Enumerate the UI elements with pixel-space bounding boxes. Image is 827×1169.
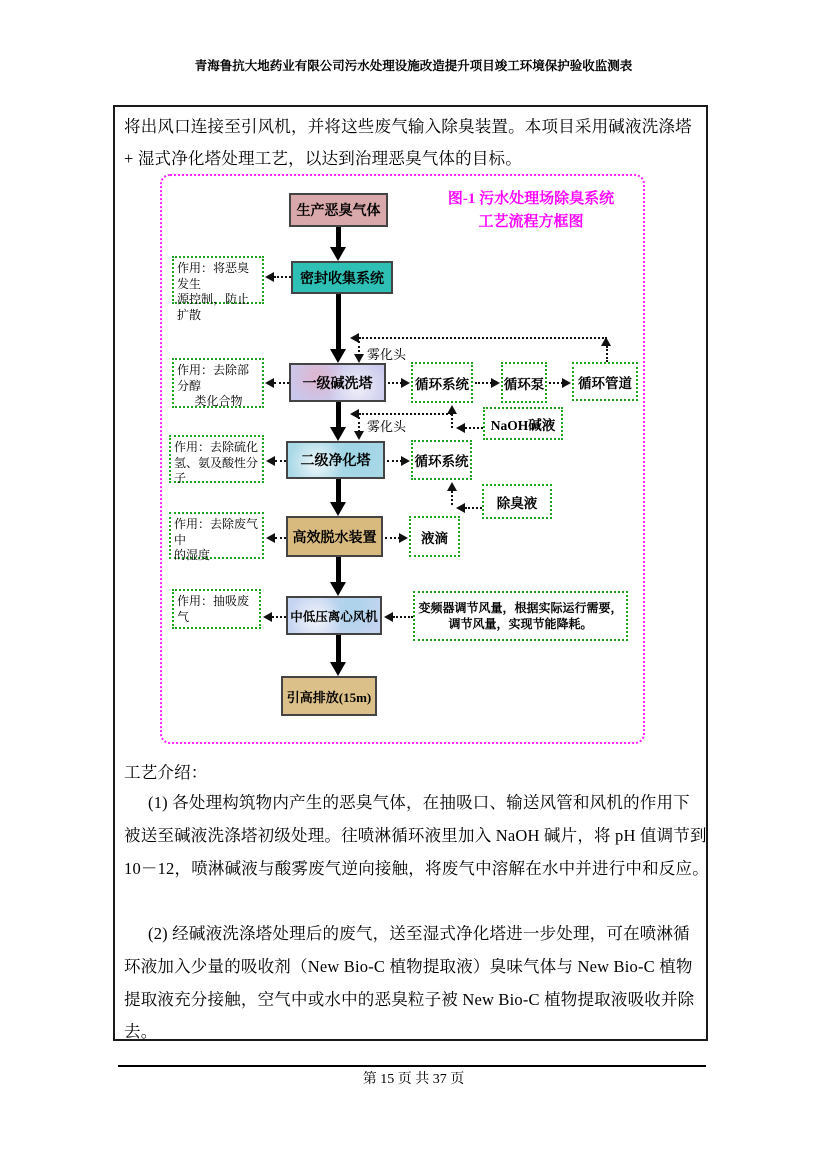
flow-arrow-shaft bbox=[336, 479, 341, 503]
connector-line bbox=[359, 337, 607, 339]
para1-line-3: 10－12，喷淋碱液与酸雾废气逆向接触，将废气中溶解在水中并进行中和反应。 bbox=[124, 859, 709, 878]
connector-line bbox=[549, 382, 563, 384]
inverter-note-line1: 变频器调节风量，根据实际运行需要， bbox=[418, 601, 623, 615]
node-purify-tower: 二级净化塔 bbox=[286, 441, 385, 479]
node-centrifugal-fan: 中低压离心风机 bbox=[286, 596, 382, 635]
node-odor-source: 生产恶臭气体 bbox=[289, 193, 388, 227]
inverter-note-line2: 调节风量，实现节能降耗。 bbox=[448, 617, 593, 631]
connector-line bbox=[274, 382, 289, 384]
function-note-1 bbox=[172, 256, 264, 322]
connector-arrowhead-left bbox=[265, 272, 274, 282]
connector-line bbox=[272, 616, 286, 618]
intro-line-1: 将出风口连接至引风机，并将这些废气输入除臭装置。本项目采用碱液洗涤塔 bbox=[124, 117, 692, 136]
diagram-title bbox=[417, 188, 645, 234]
connector-arrowhead-right bbox=[401, 456, 410, 466]
connector-line bbox=[387, 460, 402, 462]
spray-head-label-1: 雾化头 bbox=[367, 347, 407, 362]
connector-line bbox=[385, 537, 400, 539]
footer-divider bbox=[118, 1065, 706, 1067]
connector-line bbox=[388, 382, 402, 384]
connector-line bbox=[465, 507, 482, 509]
para2-line-4: 去。 bbox=[124, 1022, 158, 1041]
para2-line-3: 提取液充分接触，空气中或水中的恶臭粒子被 New Bio-C 植物提取液吸收并除 bbox=[124, 990, 695, 1009]
flow-arrow-head bbox=[330, 502, 346, 516]
box-liquid-drops: 液滴 bbox=[409, 516, 460, 557]
flow-arrow-head bbox=[330, 349, 346, 363]
connector-line bbox=[274, 276, 291, 278]
note-line: 源控制，防止扩散 bbox=[177, 292, 250, 322]
flow-diagram bbox=[160, 174, 645, 744]
flow-arrow-shaft bbox=[336, 402, 341, 428]
connector-arrowhead-left bbox=[263, 612, 272, 622]
connector-line bbox=[393, 616, 413, 618]
connector-line bbox=[451, 414, 453, 428]
function-note-3 bbox=[169, 435, 264, 483]
box-circulation-pipe: 循环管道 bbox=[572, 362, 638, 401]
diagram-title-line1: 图-1 污水处理场除臭系统 bbox=[447, 191, 615, 207]
note-line: 作用：去除部分醇 bbox=[177, 363, 250, 393]
flow-arrow-shaft bbox=[336, 635, 341, 663]
flow-arrow-head bbox=[330, 247, 346, 261]
flow-arrow-head bbox=[330, 427, 346, 441]
connector-line bbox=[275, 460, 286, 462]
box-circulation-system-2: 循环系统 bbox=[411, 440, 472, 480]
page-number: 第 15 页 共 37 页 bbox=[362, 1072, 465, 1087]
function-note-4 bbox=[169, 512, 264, 562]
connector-arrowhead-right bbox=[401, 378, 410, 388]
node-sealed-collection: 密封收集系统 bbox=[291, 261, 393, 294]
connector-line bbox=[451, 491, 453, 505]
connector-line bbox=[475, 382, 492, 384]
connector-arrowhead-left bbox=[456, 423, 465, 433]
box-circulation-system-1: 循环系统 bbox=[411, 362, 473, 403]
document-header-title: 青海鲁抗大地药业有限公司污水处理设施改造提升项目竣工环境保护验收监测表 bbox=[194, 59, 633, 73]
connector-line bbox=[606, 346, 608, 362]
para1-line-2: 被送至碱液洗涤塔初级处理。往喷淋循环液里加入 NaOH 碱片，将 pH 值调节到 bbox=[124, 826, 707, 845]
connector-arrowhead-left bbox=[265, 378, 274, 388]
note-line: 的湿度 bbox=[174, 548, 211, 562]
content-cell bbox=[113, 105, 708, 1041]
para2-line-1: (2) 经碱液洗涤塔处理后的废气，送至湿式净化塔进一步处理，可在喷淋循 bbox=[148, 924, 690, 943]
diagram-title-line2: 工艺流程方框图 bbox=[478, 214, 584, 230]
connector-arrowhead-up bbox=[447, 482, 457, 491]
flow-arrow-shaft bbox=[336, 227, 341, 248]
para1-line-1: (1) 各处理构筑物内产生的恶臭气体，在抽吸口、输送风管和风机的作用下 bbox=[148, 793, 690, 812]
connector-arrowhead-right bbox=[399, 533, 408, 543]
connector-arrowhead-left bbox=[266, 456, 275, 466]
connector-line bbox=[275, 537, 286, 539]
connector-arrowhead-right bbox=[491, 378, 500, 388]
box-inverter-note bbox=[413, 591, 628, 641]
flow-arrow-head bbox=[330, 582, 346, 596]
connector-arrowhead-left bbox=[266, 533, 275, 543]
connector-arrowhead-left bbox=[456, 503, 465, 513]
box-naoh-lye: NaOH碱液 bbox=[483, 407, 563, 440]
note-line: 作用：去除废气中 bbox=[174, 517, 259, 547]
node-alkali-wash-tower: 一级碱洗塔 bbox=[289, 363, 386, 402]
flow-arrow-shaft bbox=[336, 294, 341, 350]
connector-line bbox=[465, 427, 483, 429]
note-line: 作用：抽吸废气 bbox=[177, 594, 250, 624]
connector-arrowhead-down bbox=[354, 431, 364, 440]
spray-head-label-2: 雾化头 bbox=[367, 419, 407, 434]
connector-line bbox=[359, 413, 452, 415]
box-circulation-pump: 循环泵 bbox=[501, 362, 547, 403]
note-line: 作用：去除硫化 bbox=[174, 440, 259, 454]
note-line: 类化合物 bbox=[194, 394, 243, 408]
connector-arrowhead-down bbox=[354, 354, 364, 363]
node-dewater-device: 高效脱水装置 bbox=[286, 516, 383, 557]
para2-line-2: 环液加入少量的吸收剂（New Bio-C 植物提取液）臭味气体与 New Bio-C 植物 bbox=[124, 957, 693, 976]
flow-arrow-head bbox=[330, 662, 346, 676]
box-deodorant-liquid: 除臭液 bbox=[482, 484, 552, 519]
connector-arrowhead-right bbox=[562, 378, 571, 388]
function-note-5 bbox=[172, 589, 261, 629]
connector-arrowhead-left bbox=[384, 612, 393, 622]
connector-arrowhead-up bbox=[447, 405, 457, 414]
flow-arrow-shaft bbox=[336, 557, 341, 583]
connector-arrowhead-up bbox=[601, 337, 611, 346]
note-line: 作用：将恶臭发生 bbox=[177, 261, 250, 291]
connector-line bbox=[358, 417, 360, 432]
note-line: 氢、氨及酸性分子 bbox=[174, 455, 259, 485]
process-heading: 工艺介绍： bbox=[124, 763, 208, 782]
function-note-2 bbox=[172, 358, 264, 408]
intro-line-2: + 湿式净化塔处理工艺，以达到治理恶臭气体的目标。 bbox=[124, 149, 522, 168]
node-stack-discharge: 引高排放(15m) bbox=[281, 676, 377, 716]
